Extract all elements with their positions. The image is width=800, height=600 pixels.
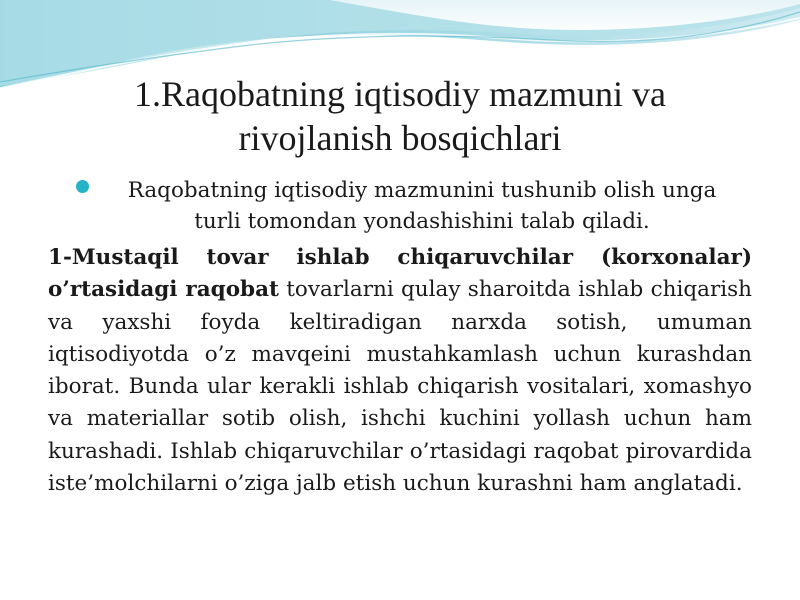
body-paragraph: [48, 242, 752, 500]
bullet-dot-icon: [76, 180, 89, 193]
paragraph-bold-lead: 1-Mustaqil tovar ishlab chiqaruvchilar (korxonalar) o’rtasidagi raqobat: [48, 245, 752, 303]
slide-title: 1.Raqobatning iqtisodiy mazmuni va rivojlanish bosqichlari: [134, 74, 666, 158]
paragraph-body-text: tovarlarni qulay sharoitda ishlab chiqarish va yaxshi foyda keltiradigan narxda sotish, umuman iqtisodiyotda o’z mavqeini mustahkamlash uchun kurashdan iborat. Bunda ular kerakli ishlab chiqarish vositalari, xomashyo va materiallar sotib olish, ishchi kuchini yollash uchun ham kurashadi. Ishlab chiqaruvchilar o’rtasidagi raqobat pirovardida iste’molchilarni o’ziga jalb etish uchun kurashni ham anglatadi.: [48, 277, 752, 497]
bullet-text: Raqobatning iqtisodiy mazmunini tushunib olish unga turli tomondan yondashishini talab qiladi.: [127, 178, 717, 234]
